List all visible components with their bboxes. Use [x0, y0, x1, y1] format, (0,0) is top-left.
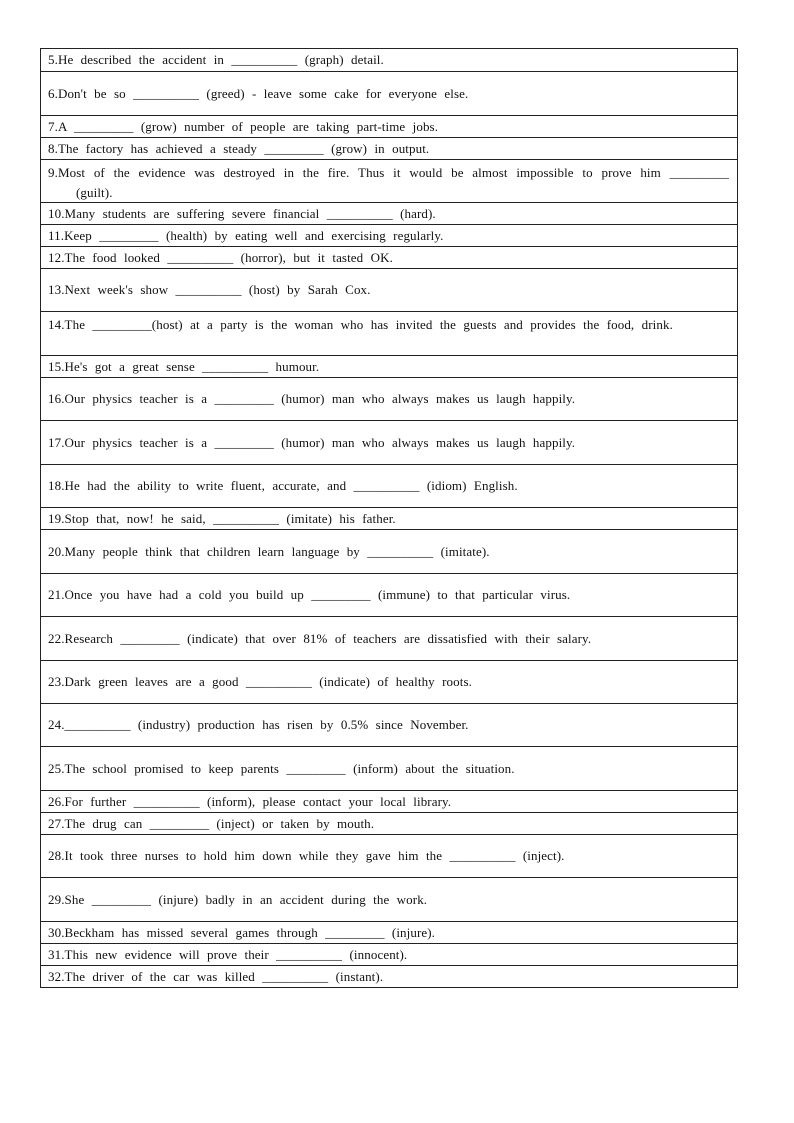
question-10: 10.Many students are suffering severe financial __________ (hard). [48, 205, 436, 221]
table-row [41, 966, 737, 988]
table-row [41, 269, 737, 312]
question-20: 20.Many people think that children learn language by __________ (imitate). [48, 543, 490, 559]
table-row [41, 49, 737, 72]
table-row [41, 378, 737, 421]
table-row [41, 225, 737, 247]
table-row [41, 138, 737, 160]
question-30: 30.Beckham has missed several games through _________ (injure). [48, 924, 436, 940]
table-row [41, 203, 737, 225]
question-32: 32.The driver of the car was killed __________ (instant). [48, 968, 384, 984]
question-26: 26.For further __________ (inform), please contact your local library. [48, 793, 452, 809]
table-row [41, 791, 737, 813]
question-18: 18.He had the ability to write fluent, accurate, and __________ (idiom) English. [48, 478, 518, 493]
table-row [41, 944, 737, 966]
question-15: 15.He's got a great sense __________ humour. [48, 358, 320, 374]
question-8: 8.The factory has achieved a steady _________ (grow) in output. [48, 140, 430, 156]
question-16: 16.Our physics teacher is a _________ (humor) man who always makes us laugh happily. [48, 391, 576, 406]
table-row [41, 617, 737, 661]
question-31: 31.This new evidence will prove their __________ (innocent). [48, 946, 408, 962]
question-12: 12.The food looked __________ (horror), but it tasted OK. [48, 249, 393, 265]
table-row [41, 878, 737, 922]
table-row [41, 922, 737, 944]
question-29: 29.She _________ (injure) badly in an accident during the work. [48, 891, 428, 907]
exercise-table [40, 48, 738, 988]
question-5: 5.He described the accident in __________ (graph) detail. [48, 52, 384, 67]
question-25: 25.The school promised to keep parents _________ (inform) about the situation. [48, 760, 515, 776]
table-row [41, 465, 737, 508]
question-6: 6.Don't be so __________ (greed) - leave some cake for everyone else. [48, 85, 469, 101]
table-row [41, 508, 737, 530]
question-13: 13.Next week's show __________ (host) by Sarah Cox. [48, 282, 371, 297]
table-row [41, 661, 737, 704]
table-row [41, 747, 737, 791]
question-22: 22.Research _________ (indicate) that over 81% of teachers are dissatisfied with their salary. [48, 630, 592, 646]
question-19: 19.Stop that, now! he said, __________ (imitate) his father. [48, 510, 396, 526]
question-9: 9.Most of the evidence was destroyed in the fire. Thus it would be almost impossible to prove him _________ (guilt). [48, 165, 729, 200]
question-27: 27.The drug can _________ (inject) or taken by mouth. [48, 815, 375, 831]
question-14: 14.The _________(host) at a party is the woman who has invited the guests and provides the food, drink. [48, 317, 673, 332]
question-24: 24.__________ (industry) production has risen by 0.5% since November. [48, 717, 469, 732]
question-17: 17.Our physics teacher is a _________ (humor) man who always makes us laugh happily. [48, 434, 576, 450]
table-row [41, 530, 737, 574]
table-row [41, 72, 737, 116]
question-11: 11.Keep _________ (health) by eating well and exercising regularly. [48, 227, 444, 243]
table-row [41, 813, 737, 835]
table-row [41, 247, 737, 269]
question-21: 21.Once you have had a cold you build up _________ (immune) to that particular virus. [48, 587, 571, 602]
question-23: 23.Dark green leaves are a good __________ (indicate) of healthy roots. [48, 674, 472, 689]
table-row [41, 704, 737, 747]
table-row [41, 421, 737, 465]
question-7: 7.A _________ (grow) number of people are taking part-time jobs. [48, 118, 439, 134]
table-row [41, 160, 737, 203]
table-row [41, 116, 737, 138]
table-row [41, 574, 737, 617]
table-row [41, 835, 737, 878]
question-28: 28.It took three nurses to hold him down while they gave him the __________ (inject). [48, 848, 565, 863]
table-row [41, 356, 737, 378]
table-row [41, 312, 737, 356]
